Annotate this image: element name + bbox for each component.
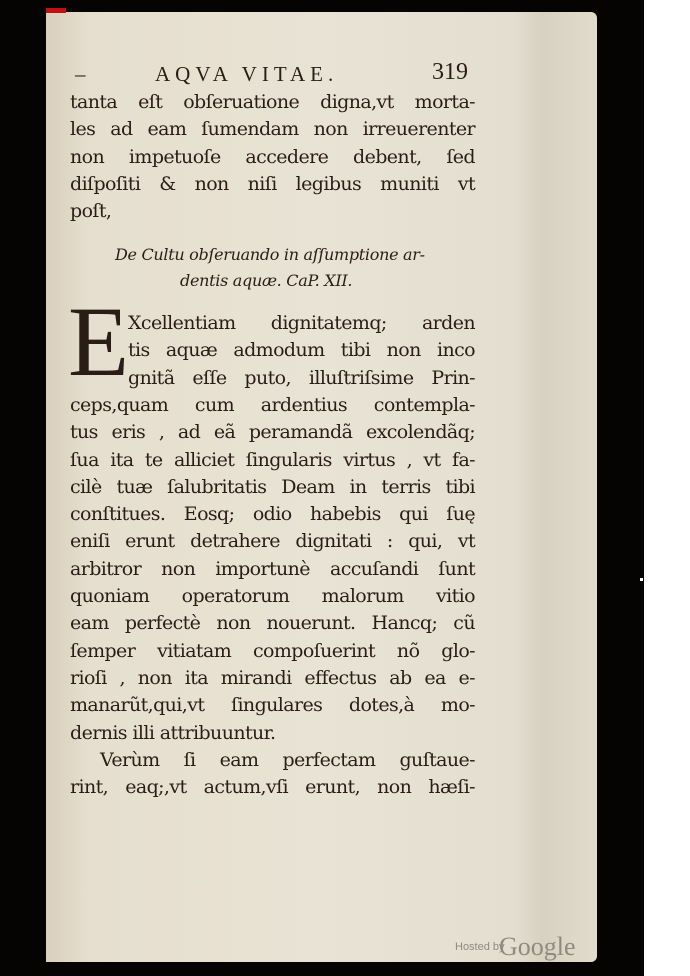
text-line: rint, eaq;,vt actum,vſi erunt, non hæſi- bbox=[70, 776, 475, 799]
text-line: non impetuoſe accedere debent, ſed bbox=[70, 145, 475, 168]
text-line: ſua ita te alliciet ſingularis virtus , vt fa- bbox=[70, 448, 475, 471]
text-line: manarũt,qui,vt ſingulares dotes,à mo- bbox=[70, 694, 475, 717]
text-line: eniſi erunt detrahere dignitati : qui, vt bbox=[70, 530, 475, 553]
corner-marker bbox=[46, 8, 66, 13]
text-line: dernis illi attribuuntur. bbox=[70, 721, 276, 744]
text-line: cilè tuæ ſalubritatis Deam in terris tibi bbox=[70, 475, 475, 498]
text-line: Xcellentiam dignitatemq; arden bbox=[128, 312, 475, 334]
chapter-heading-line: De Cultu obſeruando in aſſumptione ar- bbox=[115, 245, 425, 264]
text-line: rioſi , non ita mirandi effectus ab ea e- bbox=[70, 666, 475, 689]
text-line: Verùm ſi eam perfectam guſtaue- bbox=[100, 748, 475, 771]
text-line: tanta eſt obſeruatione digna,vt morta- bbox=[70, 91, 475, 113]
text-line: les ad eam ſumendam non irreuerenter bbox=[70, 118, 475, 141]
text-line: poſt, bbox=[70, 200, 112, 223]
text-line: gnitã eſſe puto, illuſtriſsime Prin- bbox=[128, 366, 475, 389]
text-line: ſemper vitiatam compoſuerint nõ glo- bbox=[70, 639, 475, 662]
text-line: ceps,quam cum ardentius contempla- bbox=[70, 393, 475, 416]
drop-cap: E bbox=[68, 286, 130, 397]
hosted-by-label: Hosted by bbox=[455, 941, 505, 953]
google-logo: Google bbox=[499, 932, 576, 961]
text-line: tus eris , ad eã peramandã excolendãq; bbox=[70, 421, 475, 444]
text-line: diſpoſiti & non niſi legibus muniti vt bbox=[70, 172, 475, 195]
text-line: arbitror non importunè accuſandi ſunt bbox=[70, 557, 475, 580]
page-number: 319 bbox=[432, 59, 468, 85]
header-dash: – bbox=[75, 62, 86, 86]
edge-dot bbox=[640, 578, 643, 581]
chapter-heading-line: dentis aquæ. CaP. XII. bbox=[180, 271, 353, 290]
running-title: AQVA VITAE. bbox=[155, 62, 339, 86]
text-line: quoniam operatorum malorum vitio bbox=[70, 585, 475, 607]
text-line: conſtitues. Eosq; odio habebis qui ſuę bbox=[70, 503, 475, 526]
text-line: tis aquæ admodum tibi non inco bbox=[128, 339, 475, 362]
text-line: eam perfectè non nouerunt. Hancq; cũ bbox=[70, 612, 475, 635]
